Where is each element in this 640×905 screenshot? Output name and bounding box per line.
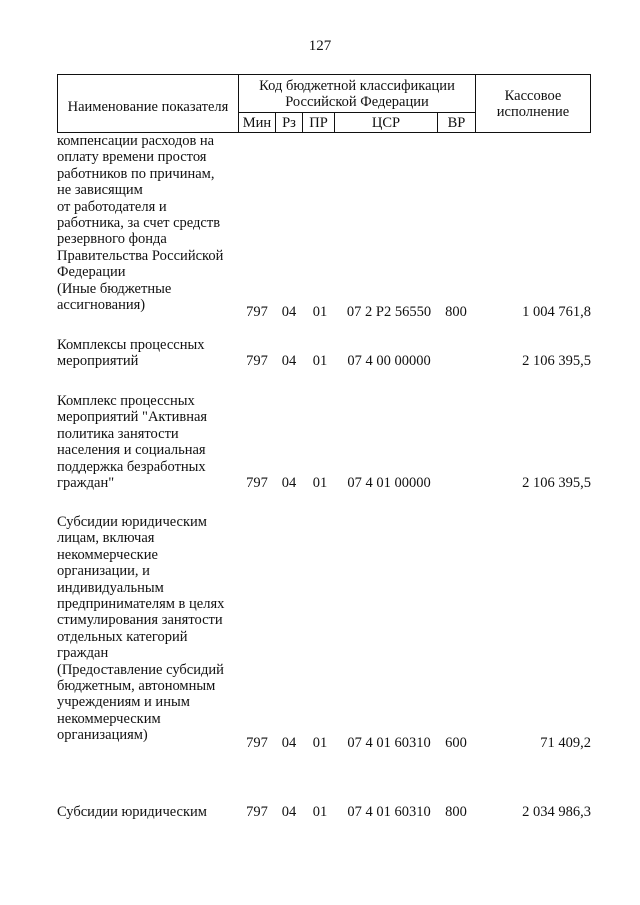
header-amount-column [476, 75, 590, 132]
row-name [57, 514, 235, 744]
row-name-line: учреждениям и иным [57, 694, 190, 711]
row-name-line: некоммерческим [57, 710, 161, 727]
row-csr: 07 4 01 60310 [347, 804, 431, 820]
row-name-line: Комплексы процессных [57, 337, 205, 353]
row-pr: 01 [312, 804, 328, 820]
page-number: 127 [308, 38, 332, 54]
row-name-line: ассигнования) [57, 297, 146, 314]
row-name-line: (Предоставление субсидий [57, 661, 224, 678]
row-vr: 800 [445, 304, 467, 320]
row-name-line: отдельных категорий [57, 628, 188, 645]
row-pr: 01 [312, 735, 328, 751]
row-name-line: Правительства Российской [57, 247, 224, 264]
row-name-line: Федерации [57, 264, 126, 281]
row-name [57, 337, 235, 370]
row-name-line: лицам, включая [57, 530, 155, 547]
row-name-line: организации, и [57, 563, 150, 580]
row-min: 797 [246, 804, 268, 820]
header-code-group-line2: Российской Федерации [285, 93, 429, 110]
row-amount: 71 409,2 [540, 735, 591, 751]
row-min: 797 [246, 475, 268, 491]
row-name-line: граждан" [57, 475, 115, 492]
header-code-group [239, 75, 475, 112]
row-min: 797 [246, 735, 268, 751]
row-name-line: политика занятости [57, 425, 179, 442]
row-name-line: поддержка безработных [57, 458, 206, 475]
row-rz: 04 [281, 475, 297, 491]
row-name-line: Субсидии юридическим [57, 514, 207, 530]
row-name-line: компенсации расходов на [57, 133, 215, 149]
row-rz: 04 [281, 304, 297, 320]
row-name-line: предпринимателям в целях [57, 596, 225, 613]
row-name-line: не зависящим [57, 182, 143, 199]
row-pr: 01 [312, 475, 328, 491]
row-vr: 600 [445, 735, 467, 751]
row-amount: 2 106 395,5 [522, 475, 591, 491]
row-name-line: некоммерческие [57, 546, 158, 563]
row-name-line: Комплекс процессных [57, 393, 195, 409]
row-pr: 01 [312, 304, 328, 320]
row-name-line: оплату времени простоя [57, 149, 207, 166]
row-csr: 07 4 01 00000 [347, 475, 431, 491]
header-amount-line1: Кассовое [504, 87, 562, 104]
header-amount-line2: исполнение [496, 103, 570, 120]
row-rz: 04 [281, 353, 297, 369]
row-min: 797 [246, 304, 268, 320]
header-csr: ЦСР [371, 114, 401, 131]
header-pr: ПР [309, 114, 328, 131]
table-header [57, 74, 591, 133]
row-name-line: организациям) [57, 727, 148, 744]
row-rz: 04 [281, 735, 297, 751]
row-name-line: резервного фонда [57, 231, 167, 248]
row-name-line: от работодателя и [57, 198, 167, 215]
header-vr: ВР [447, 114, 466, 131]
row-amount: 1 004 761,8 [522, 304, 591, 320]
row-name-line: населения и социальная [57, 442, 206, 459]
row-rz: 04 [281, 804, 297, 820]
header-code-group-line1: Код бюджетной классификации [259, 77, 455, 94]
row-name-line: Субсидии юридическим [57, 804, 207, 820]
row-name [57, 133, 235, 313]
row-name [57, 804, 235, 820]
row-min: 797 [246, 353, 268, 369]
header-name-column: Наименование показателя [67, 99, 229, 115]
row-name-line: индивидуальным [57, 579, 164, 596]
row-name-line: мероприятий "Активная [57, 409, 208, 426]
header-rz: Рз [282, 114, 296, 131]
row-name-line: граждан [57, 645, 109, 662]
row-csr: 07 4 01 60310 [347, 735, 431, 751]
row-name-line: работника, за счет средств [57, 215, 221, 232]
row-name-line: стимулирования занятости [57, 612, 223, 629]
row-pr: 01 [312, 353, 328, 369]
row-name-line: мероприятий [57, 353, 139, 370]
header-min: Мин [242, 114, 272, 131]
row-csr: 07 2 Р2 56550 [346, 304, 432, 320]
row-name-line: работников по причинам, [57, 165, 215, 182]
row-name-line: бюджетным, автономным [57, 678, 216, 695]
row-name-line: (Иные бюджетные [57, 280, 172, 297]
row-amount: 2 106 395,5 [522, 353, 591, 369]
row-amount: 2 034 986,3 [522, 804, 591, 820]
row-name [57, 393, 235, 491]
row-vr: 800 [445, 804, 467, 820]
row-csr: 07 4 00 00000 [347, 353, 431, 369]
